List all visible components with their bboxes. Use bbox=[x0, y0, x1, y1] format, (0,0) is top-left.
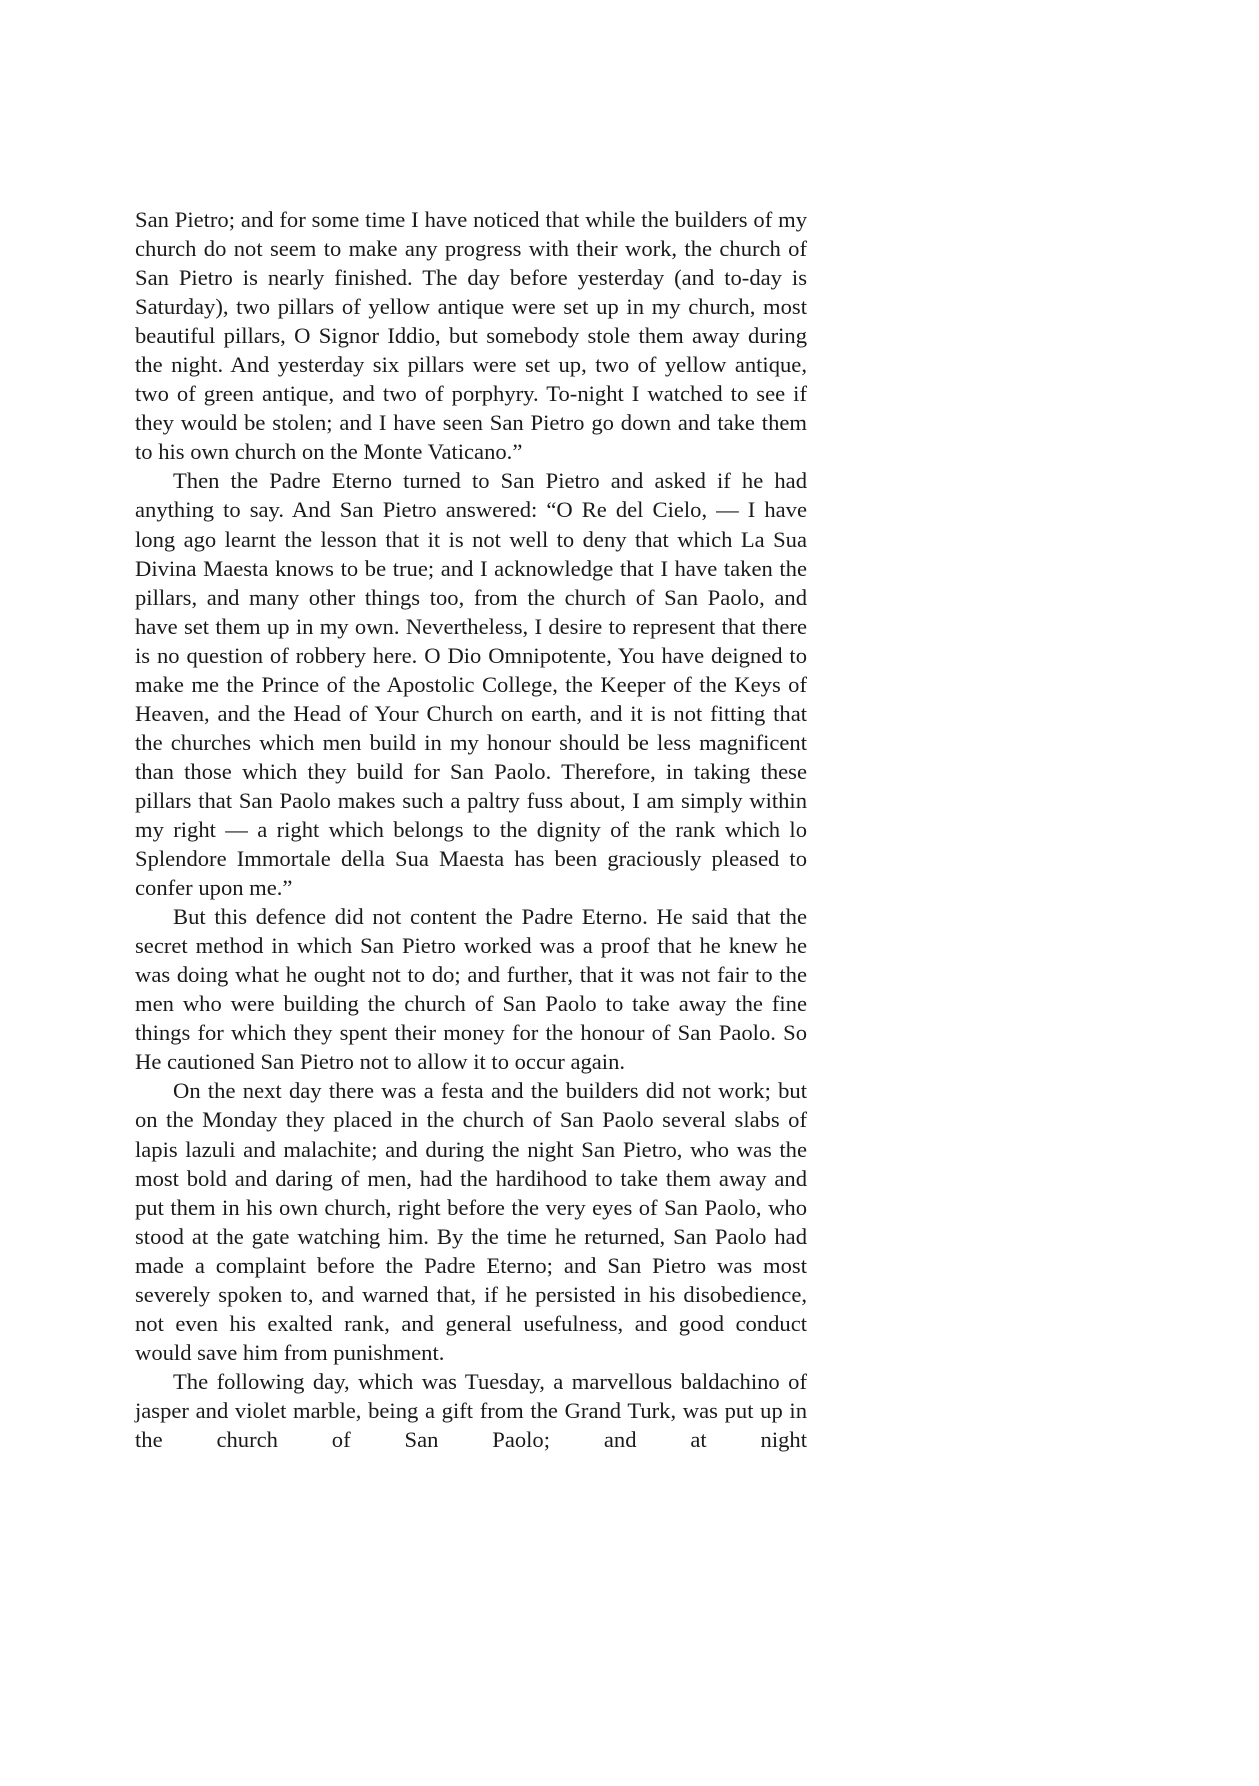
paragraph-5: The following day, which was Tuesday, a marvellous baldachino of jasper and violet marble, being a gift from the Grand Turk, was put up in the church of San Paolo; and at night bbox=[135, 1368, 807, 1452]
paragraph-3: But this defence did not content the Padre Eterno. He said that the secret method in which San Pietro worked was a proof that he knew he was doing what he ought not to do; and further, that it was not fair to the men who were building the church of San Paolo to take away the fine things for which they spent their money for the honour of San Paolo. So He cautioned San Pietro not to allow it to occur again. bbox=[135, 904, 807, 1075]
paragraph-2: Then the Padre Eterno turned to San Pietro and asked if he had anything to say. And San Pietro answered: “O Re del Cielo, — I have long ago learnt the lesson that it is not well to deny that which La Sua Divina Maesta knows to be true; and I acknowledge that I have taken the pillars, and many other things too, from the church of San Paolo, and have set them up in my own. Nevertheless, I desire to represent that there is no question of robbery here. O Dio Omnipotente, You have deigned to make me the Prince of the Apostolic College, the Keeper of the Keys of Heaven, and the Head of Your Church on earth, and it is not fitting that the churches which men build in my honour should be less magnificent than those which they build for San Paolo. Therefore, in taking these pillars that San Paolo makes such a paltry fuss about, I am simply within my right — a right which belongs to the dignity of the rank which lo Splendore Immortale della Sua Maesta has been graciously pleased to confer upon me.” bbox=[135, 468, 807, 901]
body-text bbox=[135, 205, 807, 1454]
paragraph-4: On the next day there was a festa and the builders did not work; but on the Monday they placed in the church of San Paolo several slabs of lapis lazuli and malachite; and during the night San Pietro, who was the most bold and daring of men, had the hardihood to take them away and put them in his own church, right before the very eyes of San Paolo, who stood at the gate watching him. By the time he returned, San Paolo had made a complaint before the Padre Eterno; and San Pietro was most severely spoken to, and warned that, if he persisted in his disobedience, not even his exalted rank, and general usefulness, and good conduct would save him from punishment. bbox=[135, 1078, 807, 1365]
paragraph-1: San Pietro; and for some time I have noticed that while the builders of my church do not seem to make any progress with their work, the church of San Pietro is nearly finished. The day before yesterday (and to-day is Saturday), two pillars of yellow antique were set up in my church, most beautiful pillars, O Signor Iddio, but somebody stole them away during the night. And yesterday six pillars were set up, two of yellow antique, two of green antique, and two of porphyry. To-night I watched to see if they would be stolen; and I have seen San Pietro go down and take them to his own church on the Monte Vaticano.” bbox=[135, 207, 807, 465]
